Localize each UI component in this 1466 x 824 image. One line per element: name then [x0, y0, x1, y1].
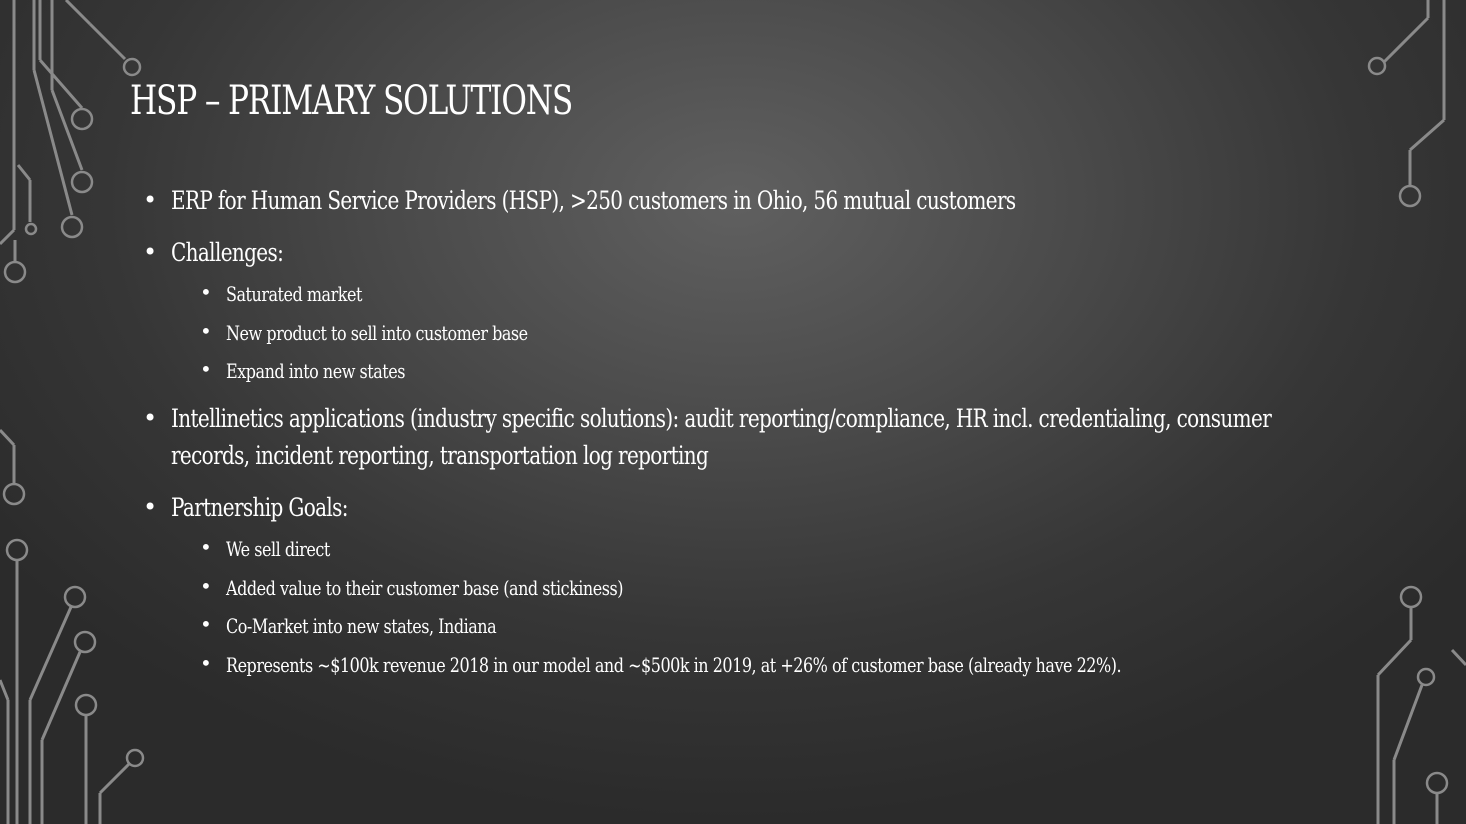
bullet-item: [143, 489, 1403, 526]
bullet-list: [143, 182, 1403, 688]
bullet-item: [143, 400, 1403, 474]
bullet-dot-icon: •: [200, 357, 212, 381]
sub-bullet-text: Added value to their customer base (and stickiness): [226, 575, 623, 600]
sub-bullet-item: [143, 573, 1403, 603]
bullet-item: [143, 182, 1403, 219]
circuit-left-bottom: [0, 540, 143, 824]
sub-bullet-text: Co-Market into new states, Indiana: [226, 614, 497, 638]
circuit-right-top: [1369, 0, 1444, 206]
bullet-dot-icon: •: [200, 535, 212, 559]
bullet-dot-icon: •: [143, 404, 157, 432]
bullet-dot-icon: •: [200, 612, 212, 636]
sub-bullet-item: [143, 318, 1403, 348]
bullet-item: [143, 234, 1403, 271]
bullet-dot-icon: •: [200, 573, 212, 598]
circuit-left-top: [0, 0, 140, 282]
sub-bullet-item: [143, 279, 1403, 309]
bullet-dot-icon: •: [200, 280, 212, 304]
bullet-dot-icon: •: [200, 318, 212, 343]
sub-bullet-item: [143, 534, 1403, 564]
bullet-dot-icon: •: [143, 238, 157, 266]
sub-bullet-text: Saturated market: [226, 282, 362, 306]
sub-bullet-item: [143, 356, 1403, 386]
bullet-text: Challenges:: [171, 238, 284, 267]
circuit-left-middle: [0, 430, 24, 504]
bullet-text: Partnership Goals:: [171, 493, 348, 522]
sub-bullet-text: Represents ~$100k revenue 2018 in our model and ~$500k in 2019, at +26% of customer base (already have 22%).: [226, 652, 1122, 677]
slide-title: HSP – PRIMARY SOLUTIONS: [130, 78, 573, 124]
sub-bullet-text: We sell direct: [226, 537, 330, 561]
sub-bullet-text: Expand into new states: [226, 359, 405, 383]
bullet-text: ERP for Human Service Providers (HSP), >250 customers in Ohio, 56 mutual customers: [171, 186, 1016, 215]
sub-bullet-item: [143, 611, 1403, 641]
sub-bullet-text: New product to sell into customer base: [226, 320, 528, 345]
bullet-text: Intellinetics applications (industry specific solutions): audit reporting/compliance, HR incl. credentialing, consumer records, incident reporting, transportation log reporting: [171, 404, 1272, 470]
bullet-dot-icon: •: [143, 186, 157, 214]
bullet-dot-icon: •: [143, 493, 157, 521]
bullet-dot-icon: •: [200, 650, 212, 675]
sub-bullet-item: [143, 650, 1403, 680]
